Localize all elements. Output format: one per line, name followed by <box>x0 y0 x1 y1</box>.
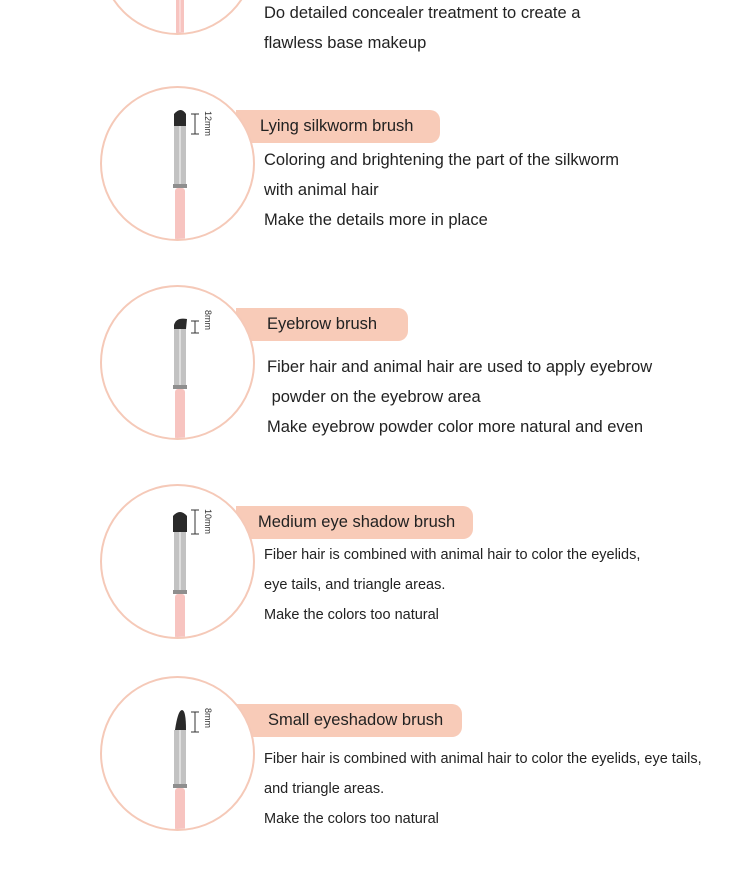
small-eyeshadow-brush-image <box>102 678 255 831</box>
description-line-1: Do detailed concealer treatment to create a <box>264 4 581 22</box>
brush-bristles <box>175 710 186 730</box>
brush-handle <box>175 788 185 831</box>
brush-handle <box>175 188 185 241</box>
description-line-2: and triangle areas. <box>264 781 385 797</box>
brush-size-label: 10mm <box>203 509 213 535</box>
description-line-1: Fiber hair and animal hair are used to apply eyebrow <box>267 358 653 376</box>
eyebrow-brush-image <box>102 287 255 440</box>
description-line-2: flawless base makeup <box>264 34 427 52</box>
brush-image-circle <box>100 676 255 831</box>
brush-image-circle <box>100 0 255 35</box>
description-line-1: Fiber hair is combined with animal hair to color the eyelids, <box>264 547 641 563</box>
concealer-brush-image <box>102 0 255 35</box>
brush-size-label: 8mm <box>203 310 213 330</box>
description-line-1: Fiber hair is combined with animal hair to color the eyelids, eye tails, <box>264 751 702 767</box>
brush-bristles <box>173 512 187 532</box>
description-line-3: Make the colors too natural <box>264 811 439 827</box>
brush-image-circle <box>100 86 255 241</box>
brush-size-label: 12mm <box>203 111 213 137</box>
brush-image-circle <box>100 484 255 639</box>
description-line-2: with animal hair <box>264 181 379 199</box>
brush-handle <box>175 389 185 440</box>
brush-image-circle <box>100 285 255 440</box>
brush-handle <box>175 594 185 639</box>
brush-size-label: 8mm <box>203 708 213 728</box>
description-line-3: Make the details more in place <box>264 211 488 229</box>
description-line-3: Make the colors too natural <box>264 607 439 623</box>
brush-title-badge: Lying silkworm brush <box>236 110 440 143</box>
brush-bristles <box>174 110 186 126</box>
medium-eyeshadow-brush-image <box>102 486 255 639</box>
lying-silkworm-brush-image <box>102 88 255 241</box>
brush-title-badge: Small eyeshadow brush <box>236 704 462 737</box>
description-line-2: powder on the eyebrow area <box>267 388 481 406</box>
brush-title-badge: Eyebrow brush <box>236 308 408 341</box>
brush-title-badge: Medium eye shadow brush <box>236 506 473 539</box>
description-line-3: Make eyebrow powder color more natural and even <box>267 418 644 436</box>
description-line-2: eye tails, and triangle areas. <box>264 577 446 593</box>
description-line-1: Coloring and brightening the part of the silkworm <box>264 151 619 169</box>
brush-bristles <box>174 319 187 329</box>
